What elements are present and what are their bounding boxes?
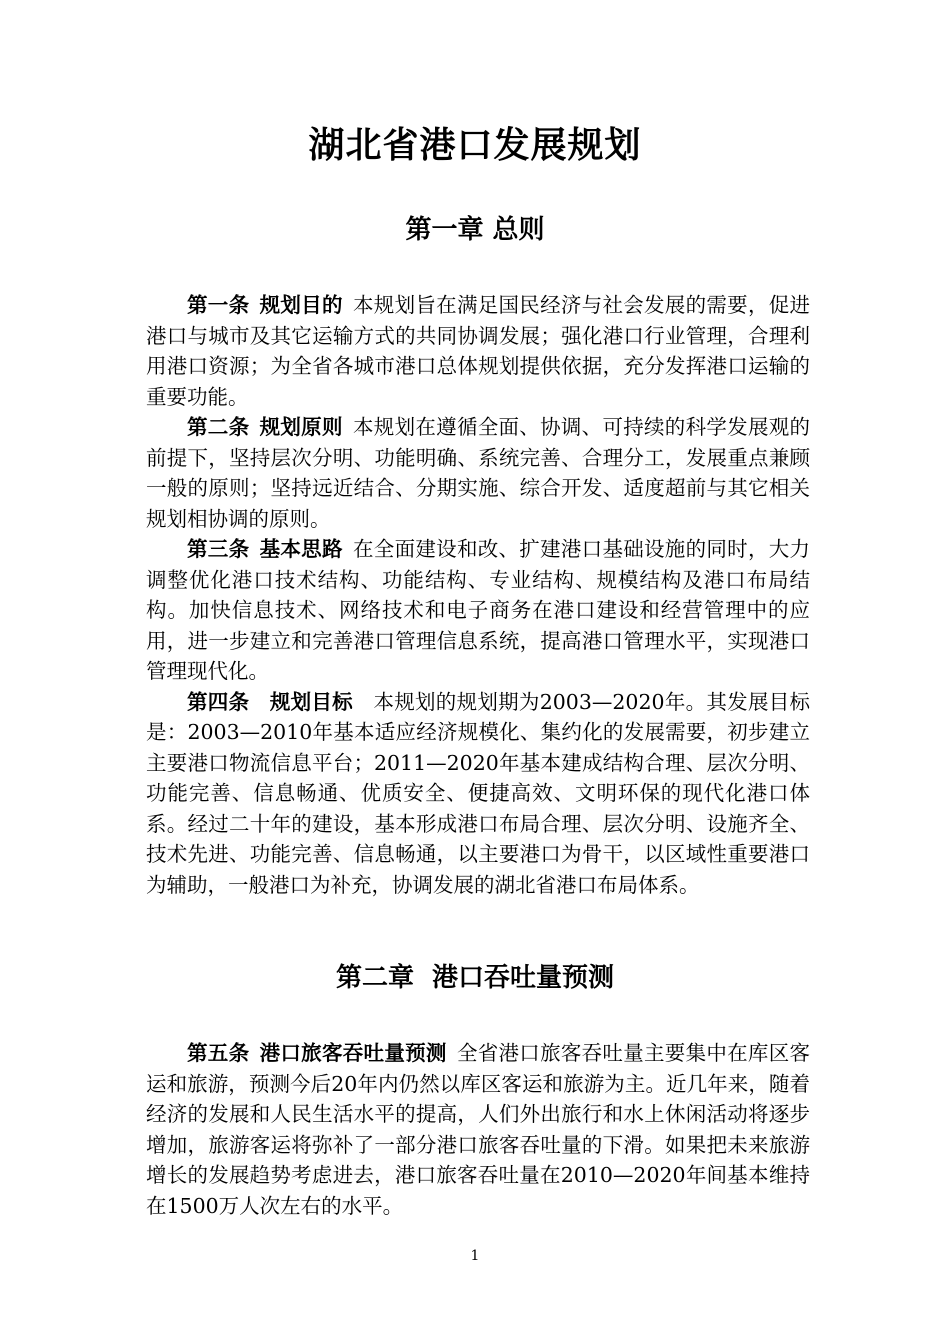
article-title: 基本思路 [259,537,343,561]
article-text: 本规划在遵循全面、协调、可持续的科学发展观的前提下，坚持层次分明、功能明确、系统完善、合理分工，发展重点兼顾一般的原则；坚持远近结合、分期实施、综合开发、适度超前与其它相关规划相协调的原则。 [146,415,811,531]
article-text: 全省港口旅客吞吐量主要集中在库区客运和旅游，预测今后20年内仍然以库区客运和旅游为主。近几年来，随着经济的发展和人民生活水平的提高，人们外出旅行和水上休闲活动将逐步增加，旅游客运将弥补了一部分港口旅客吞吐量的下滑。如果把未来旅游增长的发展趋势考虑进去，港口旅客吞吐量在2010—2020年间基本维持在1500万人次左右的水平。 [146,1041,811,1218]
article-paragraph [146,290,810,412]
article-title: 规划目标 [269,689,353,714]
chapter-heading: 第一章 总则 [405,215,545,245]
article-paragraph [146,1038,810,1221]
article-text: 本规划旨在满足国民经济与社会发展的需要，促进港口与城市及其它运输方式的共同协调发展；强化港口行业管理，合理利用港口资源；为全省各城市港口总体规划提供依据，充分发挥港口运输的重要功能。 [146,293,811,409]
article-number: 第五条 [187,1041,250,1065]
article-text: 在全面建设和改、扩建港口基础设施的同时，大力调整优化港口技术结构、功能结构、专业结构、规模结构及港口布局结构。加快信息技术、网络技术和电子商务在港口建设和经营管理中的应用，进一步建立和完善港口管理信息系统，提高港口管理水平，实现港口管理现代化。 [146,537,811,683]
article-number: 第一条 [187,293,250,317]
article-title: 港口旅客吞吐量预测 [259,1041,447,1065]
article-number: 第二条 [187,415,250,439]
chapter-body [146,290,810,900]
article-paragraph [146,534,810,687]
chapter-heading: 第二章 港口吞吐量预测 [335,963,615,993]
chapter-body [146,1038,810,1221]
article-number: 第四条 [187,689,250,714]
article-text: 本规划的规划期为2003—2020年。其发展目标是：2003—2010年基本适应经济规模化、集约化的发展需要，初步建立主要港口物流信息平台；2011—2020年基本建成结构合理、层次分明、功能完善、信息畅通、优质安全、便捷高效、文明环保的现代化港口体系。经过二十年的建设，基本形成港口布局合理、层次分明、设施齐全、技术先进、功能完善、信息畅通，以主要港口为骨干，以区域性重要港口为辅助，一般港口为补充，协调发展的湖北省港口布局体系。 [146,689,811,897]
article-number: 第三条 [187,537,250,561]
article-paragraph [146,412,810,534]
document-title: 湖北省港口发展规划 [308,125,642,166]
article-paragraph [146,687,810,901]
article-title: 规划目的 [259,293,343,317]
article-title: 规划原则 [259,415,343,439]
page-number: 1 [470,1248,480,1264]
